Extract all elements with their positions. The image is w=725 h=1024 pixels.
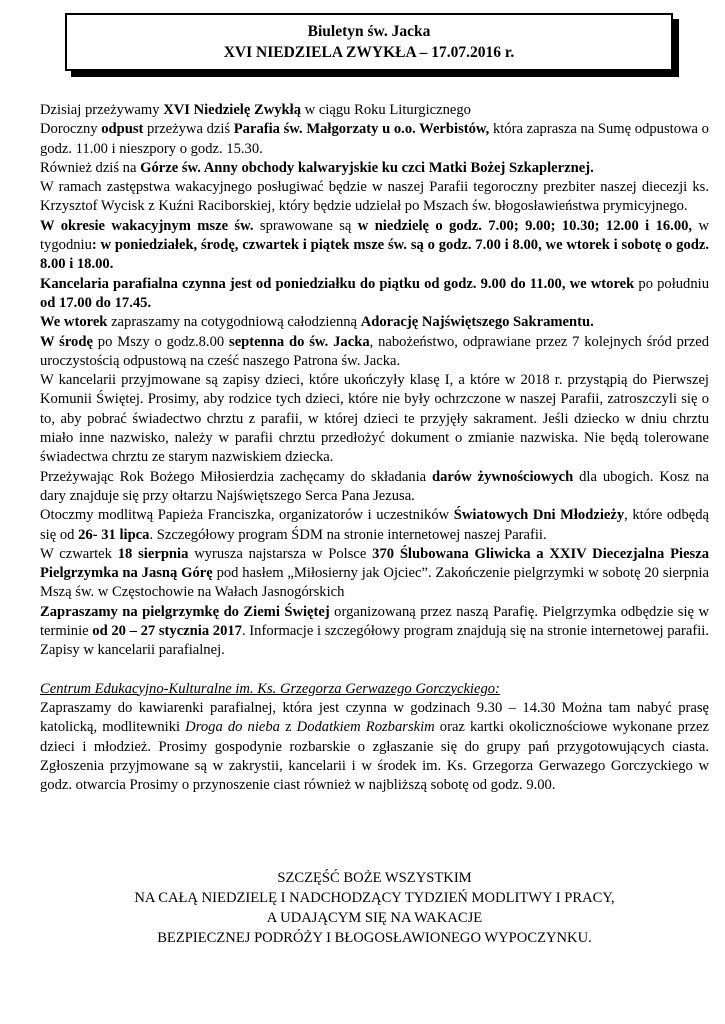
announcement-wyd: Otoczmy modlitwą Papieża Franciszka, organizatorów i uczestników Światowych Dni Młodzieży, które odbędą się od 26- 31 lipca. Szczegółowy program ŚDM na stronie internetowej naszej Parafii. [40,507,709,543]
announcement-replacement-priest: W ramach zastępstwa wakacyjnego posługiwać będzie w naszej Parafii tegoroczny prezbiter naszej diecezji ks. Krzysztof Wycisk z Kuźni Raciborskiej, który będzie udzielał po Mszach św. błogosławieństwa prymicyjnego. [40,179,709,215]
announcement-pilgrimage-jasna-gora: W czwartek 18 sierpnia wyrusza najstarsza w Polsce 370 Ślubowana Gliwicka a XXIV Diecezjalna Piesza Pielgrzymka na Jasną Górę pod hasłem „Miłosierny jak Ojciec”. Zakończenie pielgrzymki w sobotę 20 sierpnia Mszą św. w Częstochowie na Wałach Jasnogórskich [40,545,709,601]
centrum-heading: Centrum Edukacyjno-Kulturalne im. Ks. Grzegorza Gerwazego Gorczyckiego: [40,680,500,697]
announcement-gora-sw-anny: Również dziś na Górze św. Anny obchody kalwaryjskie ku czci Matki Bożej Szkaplerznej. [40,159,594,176]
announcement-mass-schedule: W okresie wakacyjnym msze św. sprawowane są w niedzielę o godz. 7.00; 9.00; 10.30; 12.00 i 16.00, w tygodniu: w poniedziałek, środę, czwartek i piątek msze św. są o godz. 7.00 i 8.00, we wtorek i sobotę o godz. 8.00 i 18.00. [40,217,710,273]
announcement-office-hours: Kancelaria parafialna czynna jest od poniedziałku do piątku od godz. 9.00 do 11.00, we wtorek po południu od 17.00 do 17.45. [40,275,709,311]
bulletin-header [65,13,673,71]
centrum-text: Zapraszamy do kawiarenki parafialnej, która jest czynna w godzinach 9.30 – 14.30 Można tam nabyć prasę katolicką, modlitewniki Droga do nieba z Dodatkiem Rozbarskim oraz kartki okolicznościowe wykonane przez dzieci i młodzież. Prosimy gospodynie rozbarskie o zgłaszanie się do grupy pań przygotowujących ciasta. Zgłoszenia przyjmowane są w zakrystii, kancelarii i w środek im. Ks. Grzegorza Gerwazego Gorczyckiego w godz. otwarcia Prosimy o przynoszenie ciast również w najbliższą sobotę od godz. 9.00. [40,699,709,794]
announcement-first-communion: W kancelarii przyjmowane są zapisy dzieci, które ukończyły klasę I, a które w 2018 r. przystąpią do Pierwszej Komunii Świętej. Prosimy, aby rodzice tych dzieci, które nie były ochrzczone w naszej Parafii, zatroszczyli się o to, aby pobrać świadectwo chrztu z parafii, w której dzieci te przyjęły sakrament. Jeśli dziecko w dniu chrztu miało inne nazwisko, należy w parafii chrztu przedłożyć dokument o zmianie nazwiska. Nie będą tolerowane świadectwa chrztu ze starym nazwiskiem dziecka. [40,372,709,466]
announcement-odpust: Doroczny odpust przeżywa dziś Parafia św. Małgorzaty u o.o. Werbistów, która zaprasza na Sumę odpustowa o godz. 11.00 i nieszpory o godz. 15.30. [40,121,709,157]
closing-line: A UDAJĄCYM SIĘ NA WAKACJE [266,910,483,926]
announcements [40,101,709,795]
announcement-sunday: Dzisiaj przeżywamy XVI Niedzielę Zwykłą w ciągu Roku Liturgicznego [40,102,471,118]
announcement-adoration: We wtorek zapraszamy na cotygodniową całodzienną Adorację Najświętszego Sakramentu. [40,314,594,331]
closing-line: BEZPIECZNEJ PODRÓŻY I BŁOGOSŁAWIONEGO WYPOCZYNKU. [157,930,592,946]
closing-blessing [40,868,709,948]
bulletin-title: Biuletyn św. Jacka [307,23,431,40]
announcement-holy-land: Zapraszamy na pielgrzymkę do Ziemi Świętej organizowaną przez naszą Parafię. Pielgrzymka odbędzie się w terminie od 20 – 27 stycznia 2017. Informacje i szczegółowy program znajdują się na stronie internetowej parafii. Zapisy w kancelarii parafialnej. [40,603,709,659]
closing-line: SZCZĘŚĆ BOŻE WSZYSTKIM [277,870,472,886]
announcement-septenna: W środę po Mszy o godz.8.00 septenna do św. Jacka, nabożeństwo, odprawiane przez 7 kolejnych śród przed uroczystością odpustową na cześć naszego Patrona św. Jacka. [40,333,710,369]
closing-line: NA CAŁĄ NIEDZIELĘ I NADCHODZĄCY TYDZIEŃ MODLITWY I PRACY, [134,890,615,906]
announcement-food-donations: Przeżywając Rok Bożego Miłosierdzia zachęcamy do składania darów żywnościowych dla ubogich. Kosz na dary znajduje się przy ołtarzu Najświętszego Serca Pana Jezusa. [40,468,710,504]
bulletin-subtitle: XVI NIEDZIELA ZWYKŁA – 17.07.2016 r. [223,44,515,61]
